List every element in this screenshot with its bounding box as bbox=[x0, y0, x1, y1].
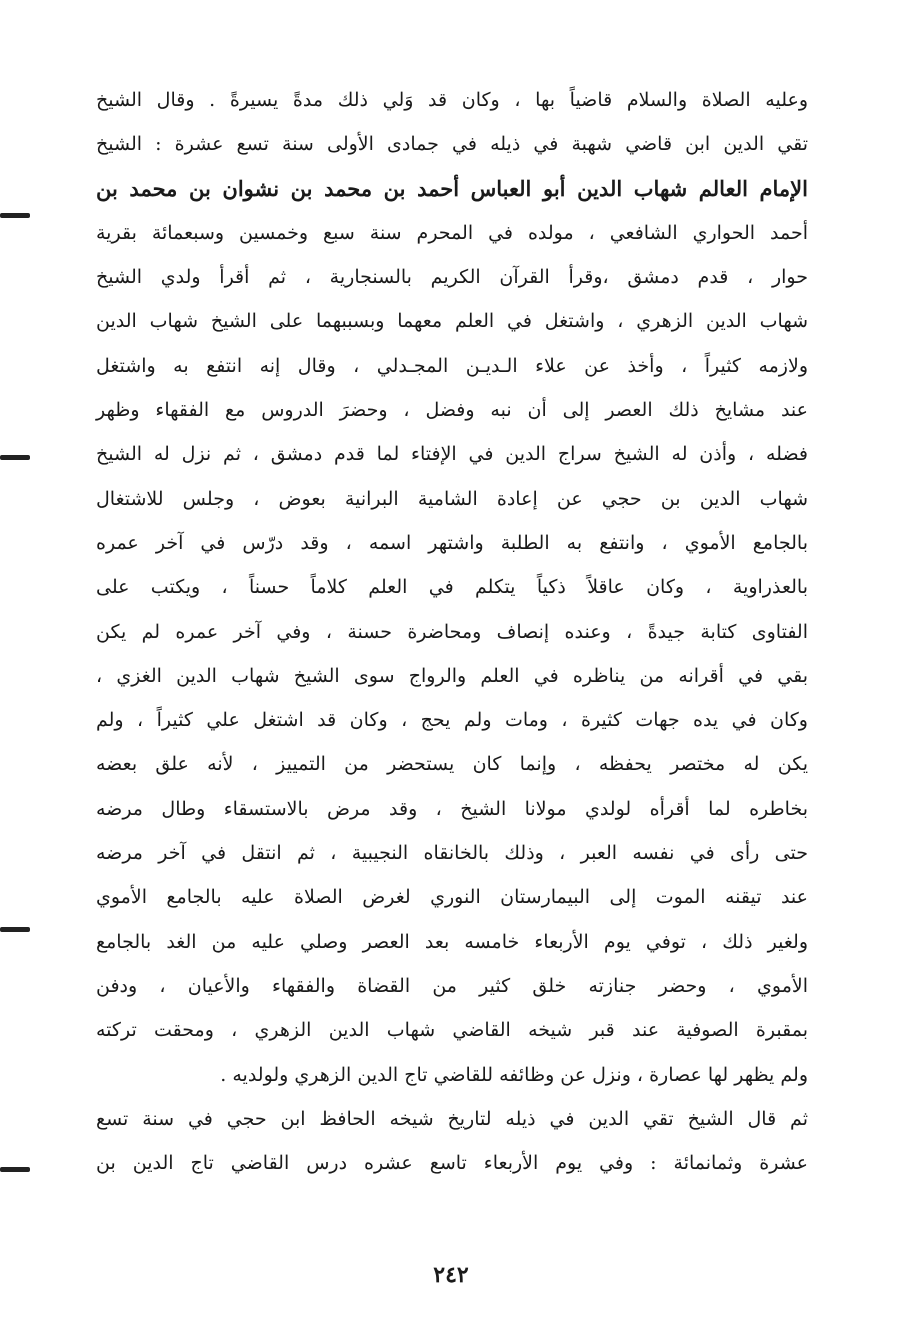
text-line-25: عشرة وثمانمائة : وفي يوم الأربعاء تاسع عشره درس القاضي تاج الدين بن bbox=[96, 1152, 808, 1175]
text-line-17: بخاطره لما أقرأه لولدي مولانا الشيخ ، وقد مرض بالاستسقاء وطال مرضه bbox=[96, 797, 808, 820]
text-line-4: أحمد الحواري الشافعي ، مولده في المحرم سنة سبع وخمسين وسبعمائة بقرية bbox=[96, 221, 808, 244]
text-line-1: وعليه الصلاة والسلام قاضياً بها ، وكان قد وَلي ذلك مدةً يسيرةً . وقال الشيخ bbox=[96, 89, 808, 111]
margin-mark bbox=[0, 213, 30, 218]
text-line-18: حتى رأى في نفسه العبر ، وذلك بالخانقاه النجيبية ، ثم انتقل في آخر مرضه bbox=[96, 842, 808, 865]
text-line-9: فضله ، وأذن له الشيخ سراج الدين في الإفتاء لما قدم دمشق ، ثم نزل له الشيخ bbox=[96, 443, 808, 466]
text-line-15: وكان في يده جهات كثيرة ، ومات ولم يحج ، وكان قد اشتغل علي كثيراً ، ولم bbox=[96, 709, 808, 732]
margin-mark bbox=[0, 927, 30, 932]
text-line-16: يكن له مختصر يحفظه ، وإنما كان يستحضر من التمييز ، لأنه علق بعضه bbox=[96, 753, 808, 776]
text-line-14: بقي في أقرانه من يناظره في العلم والرواج سوى الشيخ شهاب الدين الغزي ، bbox=[96, 664, 808, 687]
body-text bbox=[96, 78, 808, 1185]
page-number: ٢٤٢ bbox=[433, 1262, 469, 1288]
margin-mark bbox=[0, 1167, 30, 1172]
text-line-5: حوار ، قدم دمشق ،وقرأ القرآن الكريم بالسنجارية ، ثم أقرأ ولدي الشيخ bbox=[96, 266, 808, 289]
text-line-20: ولغير ذلك ، توفي يوم الأربعاء خامسه بعد العصر وصلي عليه من الغد بالجامع bbox=[96, 930, 808, 953]
text-line-2: تقي الدين ابن قاضي شهبة في ذيله في جمادى الأولى سنة تسع عشرة : الشيخ bbox=[96, 133, 808, 156]
text-line-24: ثم قال الشيخ تقي الدين في ذيله لتاريخ شيخه الحافظ ابن حجي في سنة تسع bbox=[96, 1107, 808, 1130]
text-line-6: شهاب الدين الزهري ، واشتغل في العلم معهما وبسببهما على الشيخ شهاب الدين bbox=[96, 310, 808, 333]
text-line-22: بمقبرة الصوفية عند قبر شيخه القاضي شهاب الدين الزهري ، ومحقت تركته bbox=[96, 1019, 808, 1042]
text-line-11: بالجامع الأموي ، وانتفع به الطلبة واشتهر اسمه ، وقد درّس في آخر عمره bbox=[96, 531, 808, 554]
text-line-13: الفتاوى كتابة جيدةً ، وعنده إنصاف ومحاضرة حسنة ، وفي آخر عمره لم يكن bbox=[96, 620, 808, 643]
text-line-7: ولازمه كثيراً ، وأخذ عن علاء الـديـن المجـدلي ، وقال إنه انتفع به واشتغل bbox=[96, 354, 808, 377]
text-line-23: ولم يظهر لها عصارة ، ونزل عن وظائفه للقاضي تاج الدين الزهري ولولديه . bbox=[220, 1063, 808, 1086]
text-line-21: الأموي ، وحضر جنازته خلق كثير من القضاة والفقهاء والأعيان ، ودفن bbox=[96, 974, 808, 997]
text-line-19: عند تيقنه الموت إلى البيمارستان النوري لغرض الصلاة عليه بالجامع الأموي bbox=[96, 886, 808, 909]
text-line-8: عند مشايخ ذلك العصر إلى أن نبه وفضل ، وحضرَ الدروس مع الفقهاء وظهر bbox=[96, 399, 808, 422]
text-line-3: الإمام العالم شهاب الدين أبو العباس أحمد بن محمد بن نشوان بن محمد بن bbox=[96, 175, 808, 201]
text-line-10: شهاب الدين بن حجي عن إعادة الشامية البرانية بعوض ، وجلس للاشتغال bbox=[96, 487, 808, 510]
text-line-12: بالعذراوية ، وكان عاقلاً ذكياً يتكلم في العلم كلاماً حسناً ، ويكتب على bbox=[96, 576, 808, 599]
margin-mark bbox=[0, 455, 30, 460]
